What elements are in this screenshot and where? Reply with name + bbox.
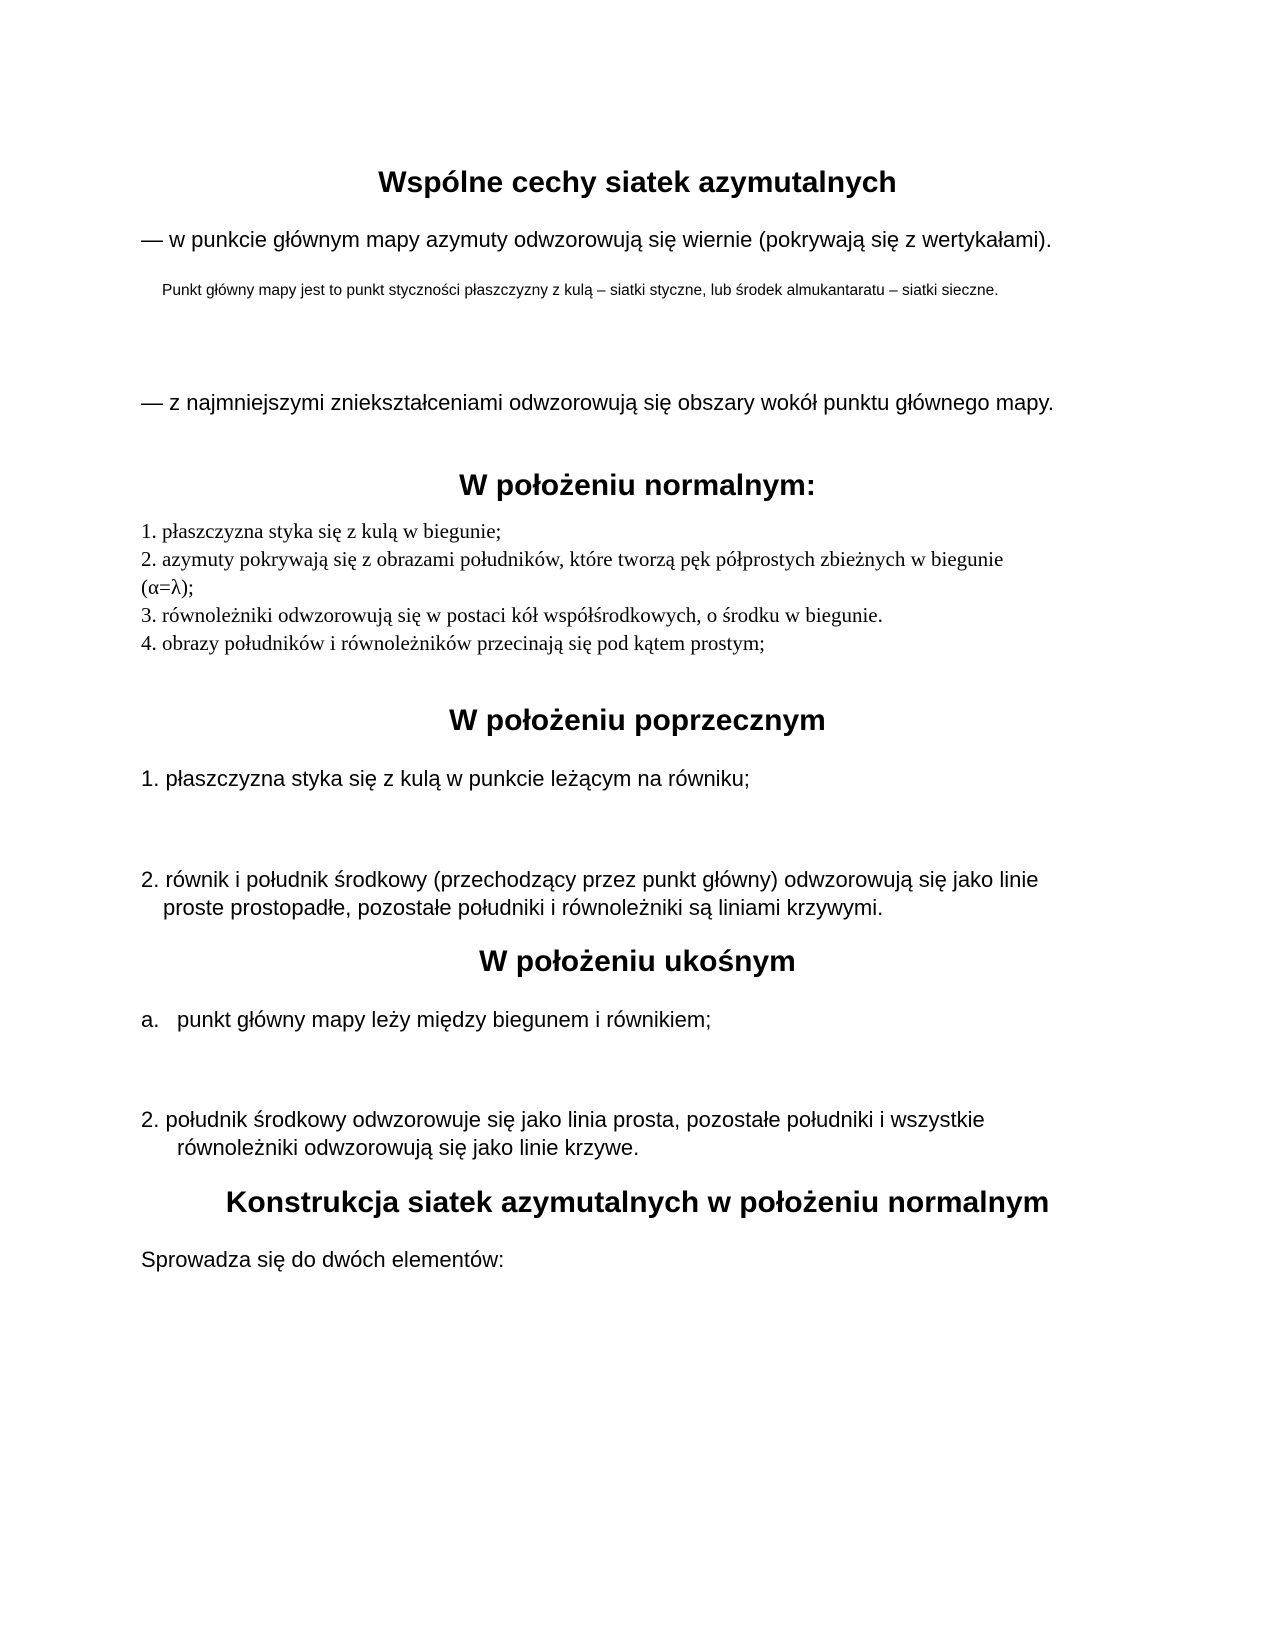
section-heading-oblique: W położeniu ukośnym <box>479 945 796 978</box>
list-marker: a. <box>141 1007 160 1032</box>
list-item: 2. azymuty pokrywają się z obrazami południków, które tworzą pęk półprostych zbieżnych w biegunie (α=λ); <box>141 547 1004 599</box>
list-item: 1. płaszczyzna styka się z kulą w biegunie; <box>141 519 502 543</box>
common-feature-2: — z najmniejszymi zniekształceniami odwzorowują się obszary wokół punktu głównego mapy. <box>141 390 1054 415</box>
list-item: 1. płaszczyzna styka się z kulą w punkcie leżącym na równiku; <box>141 766 750 791</box>
list-item: 2. południk środkowy odwzorowuje się jako linia prosta, pozostałe południki i wszystkie równoleżniki odwzorowują się jako linie krzywe. <box>141 1107 985 1160</box>
common-feature-1: — w punkcie głównym mapy azymuty odwzorowują się wiernie (pokrywają się z wertykałami). <box>141 227 1052 252</box>
list-item-text: punkt główny mapy leży między biegunem i równikiem; <box>177 1007 712 1032</box>
section-heading-transverse: W położeniu poprzecznym <box>449 704 826 737</box>
list-item: 2. równik i południk środkowy (przechodzący przez punkt główny) odwzorowują się jako linie proste prostopadłe, pozostałe południki i równoleżniki są liniami krzywymi. <box>141 867 1039 920</box>
list-item <box>141 1006 1066 1034</box>
section-heading-normal: W położeniu normalnym: <box>459 469 816 502</box>
common-feature-note: Punkt główny mapy jest to punkt styczności płaszczyzny z kulą – siatki styczne, lub środek almukantaratu – siatki sieczne. <box>162 282 999 299</box>
section-heading-construction: Konstrukcja siatek azymutalnych w położeniu normalnym <box>225 1186 1050 1219</box>
list-item: 3. równoleżniki odwzorowują się w postaci kół współśrodkowych, o środku w biegunie. <box>141 603 883 627</box>
list-item: 4. obrazy południków i równoleżników przecinają się pod kątem prostym; <box>141 631 766 655</box>
document-title: Wspólne cechy siatek azymutalnych <box>378 166 897 199</box>
list-normal <box>141 517 1046 657</box>
construction-intro: Sprowadza się do dwóch elementów: <box>141 1247 505 1272</box>
